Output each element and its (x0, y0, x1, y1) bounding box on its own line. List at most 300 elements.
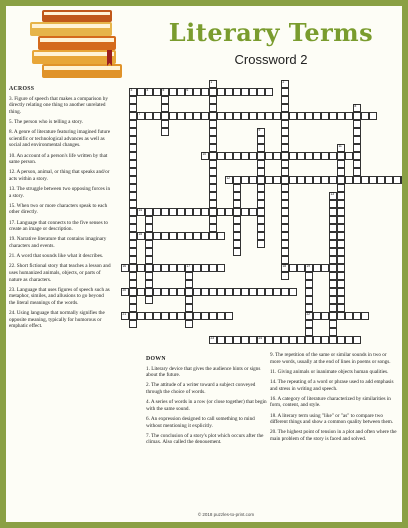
crossword-cell[interactable] (145, 216, 153, 224)
crossword-cell[interactable] (209, 336, 217, 344)
crossword-cell[interactable] (329, 112, 337, 120)
crossword-cell[interactable] (281, 224, 289, 232)
crossword-cell[interactable] (321, 336, 329, 344)
crossword-cell[interactable] (337, 232, 345, 240)
crossword-cell[interactable] (353, 152, 361, 160)
crossword-cell[interactable] (337, 200, 345, 208)
crossword-cell[interactable] (177, 264, 185, 272)
crossword-cell[interactable] (329, 320, 337, 328)
crossword-cell[interactable] (209, 216, 217, 224)
crossword-cell[interactable] (241, 208, 249, 216)
crossword-cell[interactable] (129, 240, 137, 248)
crossword-cell[interactable] (281, 128, 289, 136)
crossword-cell[interactable] (161, 264, 169, 272)
crossword-cell[interactable] (289, 336, 297, 344)
crossword-cell[interactable] (241, 152, 249, 160)
crossword-cell[interactable] (169, 208, 177, 216)
crossword-cell[interactable] (337, 176, 345, 184)
crossword-cell[interactable] (185, 208, 193, 216)
crossword-cell[interactable] (185, 264, 193, 272)
crossword-cell[interactable] (281, 88, 289, 96)
crossword-cell[interactable] (233, 152, 241, 160)
crossword-cell[interactable] (129, 208, 137, 216)
crossword-cell[interactable] (305, 280, 313, 288)
crossword-cell[interactable] (281, 176, 289, 184)
crossword-cell[interactable] (249, 336, 257, 344)
crossword-cell[interactable] (297, 112, 305, 120)
crossword-cell[interactable] (209, 312, 217, 320)
crossword-cell[interactable] (201, 264, 209, 272)
crossword-cell[interactable] (281, 208, 289, 216)
crossword-cell[interactable] (233, 200, 241, 208)
crossword-cell[interactable] (329, 216, 337, 224)
crossword-cell[interactable] (257, 288, 265, 296)
crossword-cell[interactable] (209, 152, 217, 160)
crossword-cell[interactable] (337, 144, 345, 152)
crossword-cell[interactable] (145, 296, 153, 304)
crossword-cell[interactable] (145, 88, 153, 96)
crossword-cell[interactable] (297, 264, 305, 272)
crossword-cell[interactable] (353, 120, 361, 128)
crossword-cell[interactable] (337, 216, 345, 224)
crossword-cell[interactable] (329, 224, 337, 232)
crossword-cell[interactable] (185, 112, 193, 120)
crossword-cell[interactable] (329, 240, 337, 248)
crossword-cell[interactable] (209, 288, 217, 296)
crossword-cell[interactable] (193, 232, 201, 240)
crossword-cell[interactable] (185, 312, 193, 320)
crossword-cell[interactable] (257, 208, 265, 216)
crossword-cell[interactable] (209, 168, 217, 176)
crossword-cell[interactable] (145, 312, 153, 320)
crossword-cell[interactable] (201, 112, 209, 120)
crossword-cell[interactable] (177, 232, 185, 240)
crossword-cell[interactable] (129, 168, 137, 176)
crossword-cell[interactable] (129, 192, 137, 200)
crossword-cell[interactable] (265, 288, 273, 296)
crossword-cell[interactable] (129, 88, 137, 96)
crossword-cell[interactable] (193, 88, 201, 96)
crossword-cell[interactable] (201, 288, 209, 296)
crossword-cell[interactable] (337, 264, 345, 272)
crossword-cell[interactable] (329, 288, 337, 296)
crossword-cell[interactable] (305, 320, 313, 328)
crossword-cell[interactable] (209, 88, 217, 96)
crossword-cell[interactable] (233, 112, 241, 120)
crossword-cell[interactable] (281, 288, 289, 296)
crossword-cell[interactable] (265, 336, 273, 344)
crossword-cell[interactable] (185, 296, 193, 304)
crossword-cell[interactable] (233, 336, 241, 344)
crossword-cell[interactable] (129, 160, 137, 168)
crossword-cell[interactable] (209, 184, 217, 192)
crossword-cell[interactable] (353, 144, 361, 152)
crossword-cell[interactable] (289, 112, 297, 120)
crossword-cell[interactable] (337, 280, 345, 288)
crossword-cell[interactable] (257, 136, 265, 144)
crossword-cell[interactable] (161, 128, 169, 136)
crossword-cell[interactable] (233, 176, 241, 184)
crossword-cell[interactable] (401, 176, 402, 184)
crossword-cell[interactable] (345, 152, 353, 160)
crossword-cell[interactable] (185, 288, 193, 296)
crossword-cell[interactable] (281, 336, 289, 344)
crossword-cell[interactable] (137, 288, 145, 296)
crossword-cell[interactable] (297, 152, 305, 160)
crossword-cell[interactable] (193, 288, 201, 296)
crossword-cell[interactable] (281, 96, 289, 104)
crossword-cell[interactable] (129, 96, 137, 104)
crossword-cell[interactable] (161, 232, 169, 240)
crossword-cell[interactable] (129, 248, 137, 256)
crossword-cell[interactable] (233, 208, 241, 216)
crossword-cell[interactable] (281, 272, 289, 280)
crossword-cell[interactable] (273, 176, 281, 184)
crossword-cell[interactable] (313, 152, 321, 160)
crossword-cell[interactable] (209, 96, 217, 104)
crossword-cell[interactable] (281, 144, 289, 152)
crossword-cell[interactable] (329, 336, 337, 344)
crossword-cell[interactable] (129, 104, 137, 112)
crossword-cell[interactable] (209, 192, 217, 200)
crossword-cell[interactable] (281, 104, 289, 112)
crossword-cell[interactable] (321, 312, 329, 320)
crossword-cell[interactable] (281, 264, 289, 272)
crossword-cell[interactable] (305, 328, 313, 336)
crossword-cell[interactable] (201, 208, 209, 216)
crossword-cell[interactable] (185, 88, 193, 96)
crossword-cell[interactable] (193, 112, 201, 120)
crossword-cell[interactable] (129, 232, 137, 240)
crossword-cell[interactable] (337, 152, 345, 160)
crossword-cell[interactable] (241, 112, 249, 120)
crossword-cell[interactable] (257, 184, 265, 192)
crossword-cell[interactable] (337, 224, 345, 232)
crossword-cell[interactable] (129, 176, 137, 184)
crossword-cell[interactable] (241, 336, 249, 344)
crossword-cell[interactable] (257, 128, 265, 136)
crossword-cell[interactable] (145, 280, 153, 288)
crossword-cell[interactable] (225, 88, 233, 96)
crossword-cell[interactable] (337, 168, 345, 176)
crossword-cell[interactable] (185, 272, 193, 280)
crossword-cell[interactable] (209, 264, 217, 272)
crossword-cell[interactable] (257, 216, 265, 224)
crossword-cell[interactable] (337, 160, 345, 168)
crossword-cell[interactable] (337, 256, 345, 264)
crossword-cell[interactable] (225, 112, 233, 120)
crossword-cell[interactable] (281, 256, 289, 264)
crossword-cell[interactable] (209, 160, 217, 168)
crossword-cell[interactable] (161, 88, 169, 96)
crossword-cell[interactable] (257, 160, 265, 168)
crossword-cell[interactable] (257, 224, 265, 232)
crossword-cell[interactable] (265, 152, 273, 160)
crossword-cell[interactable] (161, 288, 169, 296)
crossword-cell[interactable] (217, 232, 225, 240)
crossword-cell[interactable] (353, 136, 361, 144)
crossword-cell[interactable] (217, 288, 225, 296)
crossword-cell[interactable] (217, 152, 225, 160)
crossword-cell[interactable] (201, 152, 209, 160)
crossword-cell[interactable] (281, 184, 289, 192)
crossword-cell[interactable] (129, 128, 137, 136)
crossword-cell[interactable] (201, 232, 209, 240)
crossword-cell[interactable] (145, 272, 153, 280)
crossword-cell[interactable] (257, 168, 265, 176)
crossword-cell[interactable] (137, 208, 145, 216)
crossword-cell[interactable] (169, 88, 177, 96)
crossword-cell[interactable] (345, 312, 353, 320)
crossword-cell[interactable] (145, 240, 153, 248)
crossword-cell[interactable] (281, 192, 289, 200)
crossword-cell[interactable] (161, 208, 169, 216)
crossword-cell[interactable] (137, 312, 145, 320)
crossword-cell[interactable] (281, 216, 289, 224)
crossword-cell[interactable] (257, 192, 265, 200)
crossword-cell[interactable] (209, 208, 217, 216)
crossword-cell[interactable] (353, 104, 361, 112)
crossword-cell[interactable] (369, 112, 377, 120)
crossword-cell[interactable] (313, 336, 321, 344)
crossword-cell[interactable] (225, 288, 233, 296)
crossword-cell[interactable] (321, 264, 329, 272)
crossword-cell[interactable] (329, 280, 337, 288)
crossword-cell[interactable] (217, 208, 225, 216)
crossword-cell[interactable] (129, 200, 137, 208)
crossword-cell[interactable] (337, 184, 345, 192)
crossword-cell[interactable] (313, 264, 321, 272)
crossword-cell[interactable] (353, 336, 361, 344)
crossword-cell[interactable] (153, 264, 161, 272)
crossword-cell[interactable] (329, 152, 337, 160)
crossword-cell[interactable] (201, 312, 209, 320)
crossword-cell[interactable] (353, 128, 361, 136)
crossword-cell[interactable] (129, 112, 137, 120)
crossword-cell[interactable] (249, 208, 257, 216)
crossword-cell[interactable] (209, 176, 217, 184)
crossword-cell[interactable] (185, 304, 193, 312)
crossword-cell[interactable] (161, 112, 169, 120)
crossword-cell[interactable] (353, 168, 361, 176)
crossword-cell[interactable] (225, 152, 233, 160)
crossword-cell[interactable] (145, 288, 153, 296)
crossword-cell[interactable] (129, 272, 137, 280)
crossword-cell[interactable] (225, 176, 233, 184)
crossword-cell[interactable] (329, 176, 337, 184)
crossword-cell[interactable] (217, 336, 225, 344)
crossword-cell[interactable] (345, 336, 353, 344)
crossword-cell[interactable] (329, 264, 337, 272)
crossword-cell[interactable] (185, 320, 193, 328)
crossword-cell[interactable] (209, 232, 217, 240)
crossword-cell[interactable] (265, 176, 273, 184)
crossword-cell[interactable] (313, 176, 321, 184)
crossword-cell[interactable] (209, 136, 217, 144)
crossword-cell[interactable] (297, 336, 305, 344)
crossword-cell[interactable] (145, 264, 153, 272)
crossword-cell[interactable] (177, 112, 185, 120)
crossword-cell[interactable] (153, 232, 161, 240)
crossword-cell[interactable] (289, 176, 297, 184)
crossword-cell[interactable] (305, 312, 313, 320)
crossword-cell[interactable] (305, 288, 313, 296)
crossword-cell[interactable] (257, 200, 265, 208)
crossword-cell[interactable] (121, 312, 129, 320)
crossword-cell[interactable] (209, 104, 217, 112)
crossword-cell[interactable] (305, 272, 313, 280)
crossword-cell[interactable] (233, 88, 241, 96)
crossword-cell[interactable] (377, 176, 385, 184)
crossword-cell[interactable] (305, 176, 313, 184)
crossword-cell[interactable] (153, 312, 161, 320)
crossword-cell[interactable] (161, 104, 169, 112)
crossword-cell[interactable] (193, 312, 201, 320)
crossword-cell[interactable] (209, 120, 217, 128)
crossword-cell[interactable] (321, 176, 329, 184)
crossword-cell[interactable] (257, 176, 265, 184)
crossword-cell[interactable] (305, 152, 313, 160)
crossword-cell[interactable] (209, 200, 217, 208)
crossword-cell[interactable] (129, 288, 137, 296)
crossword-cell[interactable] (129, 264, 137, 272)
crossword-cell[interactable] (353, 112, 361, 120)
crossword-cell[interactable] (281, 112, 289, 120)
crossword-cell[interactable] (233, 232, 241, 240)
crossword-cell[interactable] (353, 312, 361, 320)
crossword-cell[interactable] (257, 152, 265, 160)
crossword-cell[interactable] (329, 200, 337, 208)
crossword-cell[interactable] (145, 224, 153, 232)
crossword-cell[interactable] (129, 136, 137, 144)
crossword-cell[interactable] (249, 88, 257, 96)
crossword-cell[interactable] (249, 176, 257, 184)
crossword-cell[interactable] (353, 176, 361, 184)
crossword-cell[interactable] (273, 336, 281, 344)
crossword-cell[interactable] (233, 248, 241, 256)
crossword-cell[interactable] (329, 208, 337, 216)
crossword-cell[interactable] (337, 288, 345, 296)
crossword-cell[interactable] (257, 240, 265, 248)
crossword-cell[interactable] (129, 256, 137, 264)
crossword-cell[interactable] (273, 152, 281, 160)
crossword-cell[interactable] (129, 184, 137, 192)
crossword-cell[interactable] (289, 152, 297, 160)
crossword-cell[interactable] (257, 232, 265, 240)
crossword-cell[interactable] (161, 120, 169, 128)
crossword-cell[interactable] (233, 240, 241, 248)
crossword-cell[interactable] (137, 88, 145, 96)
crossword-cell[interactable] (209, 112, 217, 120)
crossword-cell[interactable] (305, 112, 313, 120)
crossword-cell[interactable] (217, 112, 225, 120)
crossword-cell[interactable] (249, 112, 257, 120)
crossword-cell[interactable] (217, 312, 225, 320)
crossword-cell[interactable] (329, 192, 337, 200)
crossword-cell[interactable] (129, 312, 137, 320)
crossword-cell[interactable] (153, 208, 161, 216)
crossword-cell[interactable] (177, 208, 185, 216)
crossword-cell[interactable] (209, 128, 217, 136)
crossword-cell[interactable] (281, 240, 289, 248)
crossword-cell[interactable] (185, 232, 193, 240)
crossword-cell[interactable] (337, 248, 345, 256)
crossword-cell[interactable] (337, 304, 345, 312)
crossword-cell[interactable] (281, 136, 289, 144)
crossword-cell[interactable] (241, 288, 249, 296)
crossword-cell[interactable] (177, 312, 185, 320)
crossword-cell[interactable] (385, 176, 393, 184)
crossword-cell[interactable] (321, 112, 329, 120)
crossword-cell[interactable] (393, 176, 401, 184)
crossword-cell[interactable] (145, 112, 153, 120)
crossword-cell[interactable] (345, 112, 353, 120)
crossword-cell[interactable] (337, 272, 345, 280)
crossword-cell[interactable] (305, 264, 313, 272)
crossword-cell[interactable] (305, 304, 313, 312)
crossword-cell[interactable] (345, 176, 353, 184)
crossword-cell[interactable] (129, 320, 137, 328)
crossword-cell[interactable] (177, 288, 185, 296)
crossword-cell[interactable] (129, 296, 137, 304)
crossword-cell[interactable] (281, 120, 289, 128)
crossword-cell[interactable] (273, 288, 281, 296)
crossword-cell[interactable] (233, 184, 241, 192)
crossword-cell[interactable] (121, 288, 129, 296)
crossword-cell[interactable] (313, 112, 321, 120)
crossword-cell[interactable] (129, 152, 137, 160)
crossword-cell[interactable] (281, 232, 289, 240)
crossword-cell[interactable] (329, 272, 337, 280)
crossword-cell[interactable] (281, 168, 289, 176)
crossword-cell[interactable] (233, 216, 241, 224)
crossword-cell[interactable] (257, 88, 265, 96)
crossword-cell[interactable] (281, 80, 289, 88)
crossword-cell[interactable] (161, 312, 169, 320)
crossword-cell[interactable] (233, 192, 241, 200)
crossword-cell[interactable] (193, 208, 201, 216)
crossword-cell[interactable] (329, 296, 337, 304)
crossword-cell[interactable] (193, 264, 201, 272)
crossword-cell[interactable] (329, 256, 337, 264)
crossword-cell[interactable] (257, 144, 265, 152)
crossword-cell[interactable] (289, 288, 297, 296)
crossword-cell[interactable] (209, 224, 217, 232)
crossword-cell[interactable] (145, 232, 153, 240)
crossword-cell[interactable] (145, 256, 153, 264)
crossword-cell[interactable] (129, 144, 137, 152)
crossword-cell[interactable] (249, 152, 257, 160)
crossword-cell[interactable] (305, 296, 313, 304)
crossword-cell[interactable] (233, 224, 241, 232)
crossword-cell[interactable] (337, 336, 345, 344)
crossword-cell[interactable] (145, 248, 153, 256)
crossword-cell[interactable] (329, 328, 337, 336)
crossword-cell[interactable] (161, 96, 169, 104)
crossword-cell[interactable] (209, 144, 217, 152)
crossword-cell[interactable] (177, 88, 185, 96)
crossword-cell[interactable] (337, 192, 345, 200)
crossword-cell[interactable] (273, 112, 281, 120)
crossword-cell[interactable] (225, 336, 233, 344)
crossword-cell[interactable] (361, 176, 369, 184)
crossword-cell[interactable] (329, 248, 337, 256)
crossword-cell[interactable] (281, 160, 289, 168)
crossword-cell[interactable] (361, 112, 369, 120)
crossword-cell[interactable] (169, 232, 177, 240)
crossword-cell[interactable] (337, 240, 345, 248)
crossword-cell[interactable] (129, 120, 137, 128)
